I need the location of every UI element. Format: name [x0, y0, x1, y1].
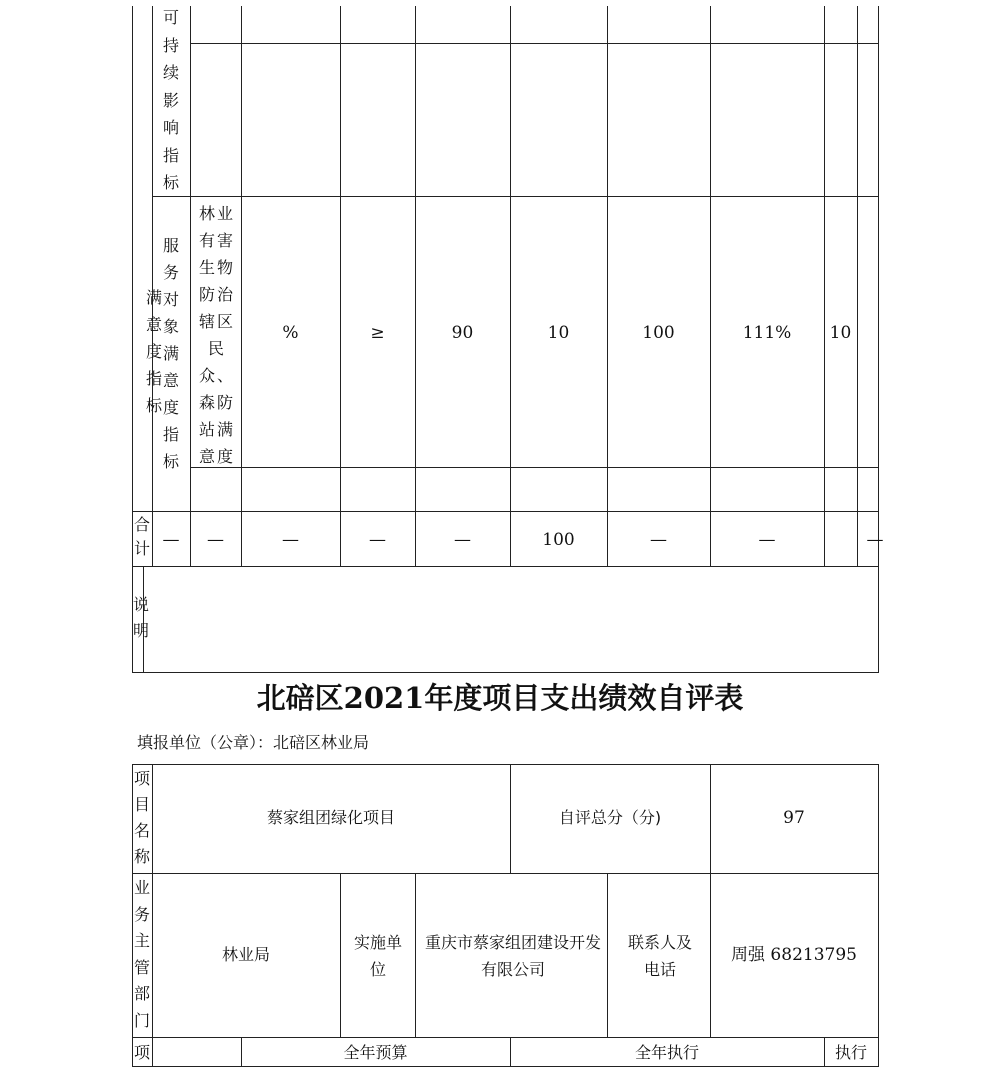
- total-dash: —: [369, 530, 386, 550]
- impl-unit: 重庆市蔡家组团建设开发有限公司: [424, 933, 601, 979]
- weight-value: 10: [547, 323, 570, 343]
- indicator-name: 林业有害生物防治辖区民众、森防站满意度: [198, 204, 235, 466]
- impl-label: 实施单位: [353, 933, 402, 979]
- exec-label: 执行: [834, 1043, 867, 1062]
- satisfaction-group-label: 满意度指标: [145, 288, 162, 415]
- annual-exec-label: 全年执行: [634, 1043, 699, 1062]
- total-label-cell: [134, 512, 152, 566]
- total-dash: —: [207, 530, 224, 550]
- filler-unit: 填报单位（公章）：北碚区林业局: [137, 733, 370, 752]
- project-name: 蔡家组团绿化项目: [266, 808, 395, 827]
- total-weight: 100: [542, 530, 575, 550]
- annual-budget-label: 全年预算: [343, 1043, 408, 1062]
- total-dash: —: [758, 530, 776, 550]
- contact-value: 周强 68213795: [731, 945, 857, 965]
- dept-value: 林业局: [221, 945, 270, 964]
- self-score-value: 97: [783, 808, 805, 828]
- page-title: 北碚区2021年度项目支出绩效自评表: [256, 681, 744, 715]
- total-dash: —: [162, 530, 180, 550]
- completion-rate: 111%: [742, 323, 792, 343]
- project-name-label: 项目名称: [133, 769, 150, 866]
- unit-cell: %: [282, 323, 299, 343]
- total-label: 合计: [133, 515, 150, 558]
- satisfaction-group-cell: [134, 196, 162, 511]
- score-value: 10: [829, 323, 852, 343]
- contact-label: 联系人及电话: [628, 933, 693, 979]
- note-label-cell: [132, 567, 149, 672]
- total-dash: —: [454, 530, 471, 550]
- service-satisfaction-label: 服务对象满意度指标: [162, 236, 179, 471]
- note-label: 说明: [132, 595, 149, 640]
- dept-label: 业务主管部门: [133, 878, 150, 1030]
- total-dash-clip: [858, 512, 884, 566]
- target-value: 90: [451, 323, 474, 343]
- total-dash: —: [866, 530, 884, 550]
- total-dash: —: [282, 530, 299, 550]
- actual-value: 100: [642, 323, 675, 343]
- item-label: 项: [133, 1043, 150, 1062]
- self-score-label: 自评总分（分): [558, 808, 662, 827]
- operator-cell: ≥: [370, 323, 385, 343]
- total-dash: —: [650, 530, 667, 550]
- sustain-indicator-label: 可持续影响指标: [162, 8, 179, 192]
